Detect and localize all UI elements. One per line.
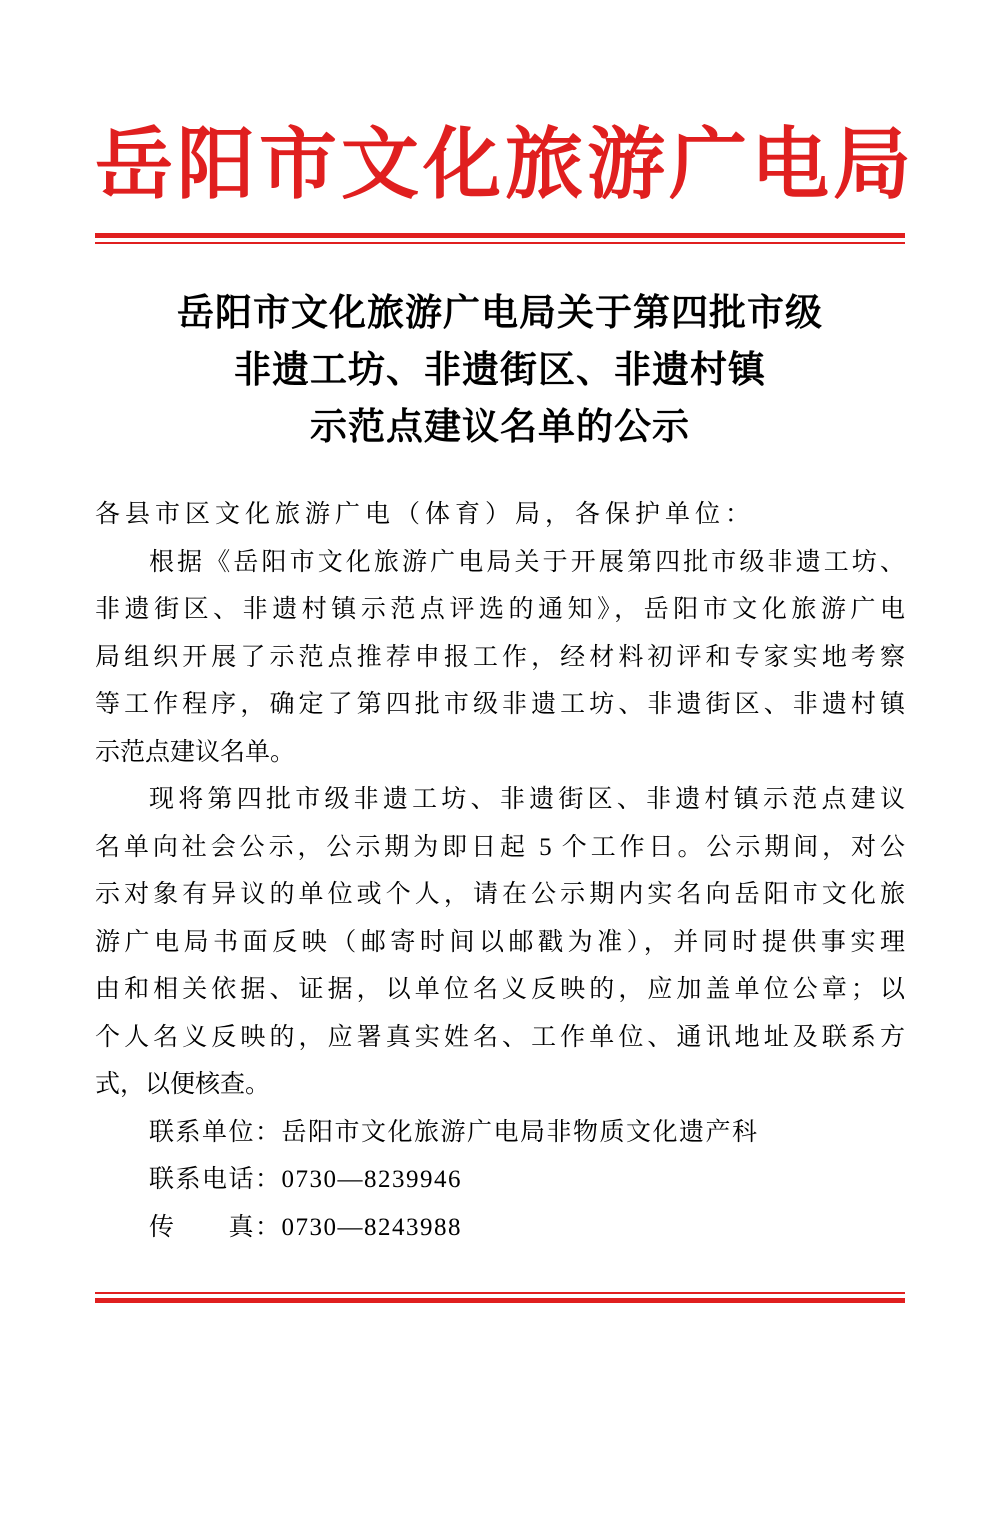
agency-letterhead-title: 岳阳市文化旅游广电局 (95, 121, 916, 208)
document-title-line-2: 非遗工坊、非遗街区、非遗村镇 (234, 350, 766, 391)
document-page (0, 121, 1000, 1540)
body-line: 非遗街区、非遗村镇示范点评选的通知》，岳阳市文化旅游广电 (95, 596, 905, 623)
contact-fax-line: 传 真：0730—8243988 (149, 1213, 463, 1241)
divider-thin-line (95, 242, 905, 244)
divider-thick-line (95, 233, 905, 238)
body-line: 示对象有异议的单位或个人，请在公示期内实名向岳阳市文化旅 (95, 881, 905, 908)
divider-thin-line (95, 1292, 905, 1294)
body-line: 根据《岳阳市文化旅游广电局关于开展第四批市级非遗工坊、 (149, 548, 905, 576)
body-line: 现将第四批市级非遗工坊、非遗街区、非遗村镇示范点建议 (149, 786, 905, 813)
letterhead-divider (95, 233, 905, 244)
document-body (95, 491, 905, 1251)
body-line: 局组织开展了示范点推荐申报工作，经材料初评和专家实地考察 (95, 643, 905, 671)
body-line: 式，以便核查。 (95, 1071, 271, 1098)
salutation-line: 各县市区文化旅游广电（体育）局，各保护单位： (95, 501, 756, 528)
body-line: 名单向社会公示，公示期为即日起 5 个工作日。公示期间，对公 (95, 833, 905, 861)
document-title-line-3: 示范点建议名单的公示 (310, 407, 690, 448)
body-line: 由和相关依据、证据，以单位名义反映的，应加盖单位公章；以 (95, 976, 905, 1003)
body-line: 游广电局书面反映（邮寄时间以邮戳为准），并同时提供事实理 (95, 928, 905, 956)
contact-phone-line: 联系电话：0730—8239946 (149, 1166, 463, 1193)
body-line: 示范点建议名单。 (95, 738, 296, 766)
body-line: 个人名义反映的，应署真实姓名、工作单位、通讯地址及联系方 (95, 1023, 905, 1051)
divider-thick-line (95, 1298, 905, 1303)
document-title (95, 285, 905, 456)
footer-divider (95, 1292, 905, 1303)
contact-unit-line: 联系单位：岳阳市文化旅游广电局非物质文化遗产科 (149, 1118, 759, 1146)
body-line: 等工作程序，确定了第四批市级非遗工坊、非遗街区、非遗村镇 (95, 691, 905, 718)
document-title-line-1: 岳阳市文化旅游广电局关于第四批市级 (177, 293, 823, 334)
